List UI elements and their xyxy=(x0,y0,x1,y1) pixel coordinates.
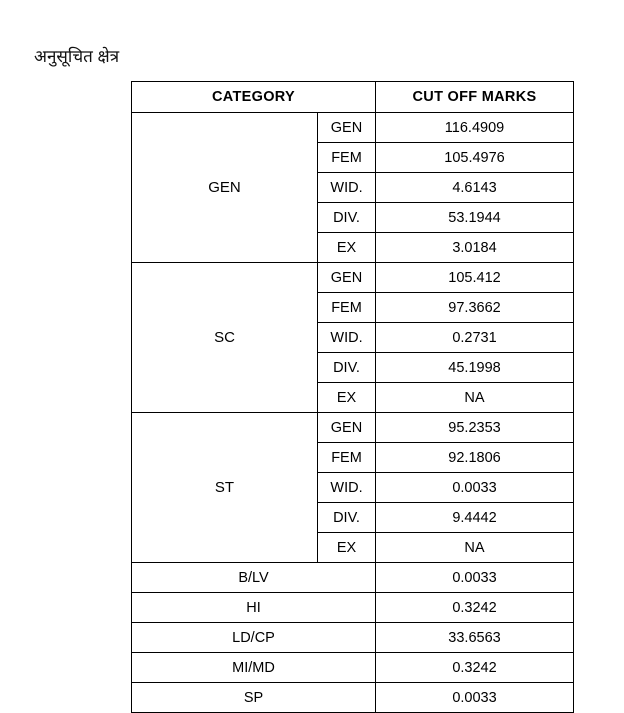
group-label-st: ST xyxy=(132,413,318,563)
cutoff-table-container xyxy=(131,81,573,713)
sub-label: GEN xyxy=(318,263,376,293)
table-header xyxy=(132,82,574,113)
row-label: LD/CP xyxy=(132,623,376,653)
row-label: HI xyxy=(132,593,376,623)
sub-label: FEM xyxy=(318,293,376,323)
table-row xyxy=(132,563,574,593)
page-title: अनुसूचित क्षेत्र xyxy=(34,47,120,66)
marks-value: 45.1998 xyxy=(376,353,574,383)
marks-value: 97.3662 xyxy=(376,293,574,323)
marks-value: 4.6143 xyxy=(376,173,574,203)
table-row xyxy=(132,263,574,293)
header-category: CATEGORY xyxy=(132,82,376,113)
sub-label: DIV. xyxy=(318,503,376,533)
marks-value: 3.0184 xyxy=(376,233,574,263)
marks-value: 0.2731 xyxy=(376,323,574,353)
group-label-gen: GEN xyxy=(132,113,318,263)
marks-value: 0.3242 xyxy=(376,653,574,683)
table-row xyxy=(132,653,574,683)
marks-value: 0.0033 xyxy=(376,473,574,503)
marks-value: NA xyxy=(376,383,574,413)
row-label: SP xyxy=(132,683,376,713)
marks-value: NA xyxy=(376,533,574,563)
sub-label: FEM xyxy=(318,443,376,473)
row-label: B/LV xyxy=(132,563,376,593)
marks-value: 116.4909 xyxy=(376,113,574,143)
marks-value: 0.0033 xyxy=(376,563,574,593)
sub-label: DIV. xyxy=(318,353,376,383)
marks-value: 92.1806 xyxy=(376,443,574,473)
marks-value: 105.412 xyxy=(376,263,574,293)
table-row xyxy=(132,593,574,623)
table-body xyxy=(132,113,574,713)
table-row xyxy=(132,413,574,443)
table-row xyxy=(132,623,574,653)
marks-value: 33.6563 xyxy=(376,623,574,653)
marks-value: 0.0033 xyxy=(376,683,574,713)
marks-value: 105.4976 xyxy=(376,143,574,173)
sub-label: GEN xyxy=(318,113,376,143)
group-label-sc: SC xyxy=(132,263,318,413)
sub-label: WID. xyxy=(318,473,376,503)
sub-label: EX xyxy=(318,383,376,413)
marks-value: 95.2353 xyxy=(376,413,574,443)
sub-label: GEN xyxy=(318,413,376,443)
sub-label: WID. xyxy=(318,323,376,353)
sub-label: FEM xyxy=(318,143,376,173)
marks-value: 9.4442 xyxy=(376,503,574,533)
row-label: MI/MD xyxy=(132,653,376,683)
table-row xyxy=(132,683,574,713)
sub-label: DIV. xyxy=(318,203,376,233)
table-header-row xyxy=(132,82,574,113)
cutoff-marks-table xyxy=(131,81,574,713)
sub-label: WID. xyxy=(318,173,376,203)
marks-value: 0.3242 xyxy=(376,593,574,623)
marks-value: 53.1944 xyxy=(376,203,574,233)
table-row xyxy=(132,113,574,143)
sub-label: EX xyxy=(318,233,376,263)
header-cut-off-marks: CUT OFF MARKS xyxy=(376,82,574,113)
sub-label: EX xyxy=(318,533,376,563)
